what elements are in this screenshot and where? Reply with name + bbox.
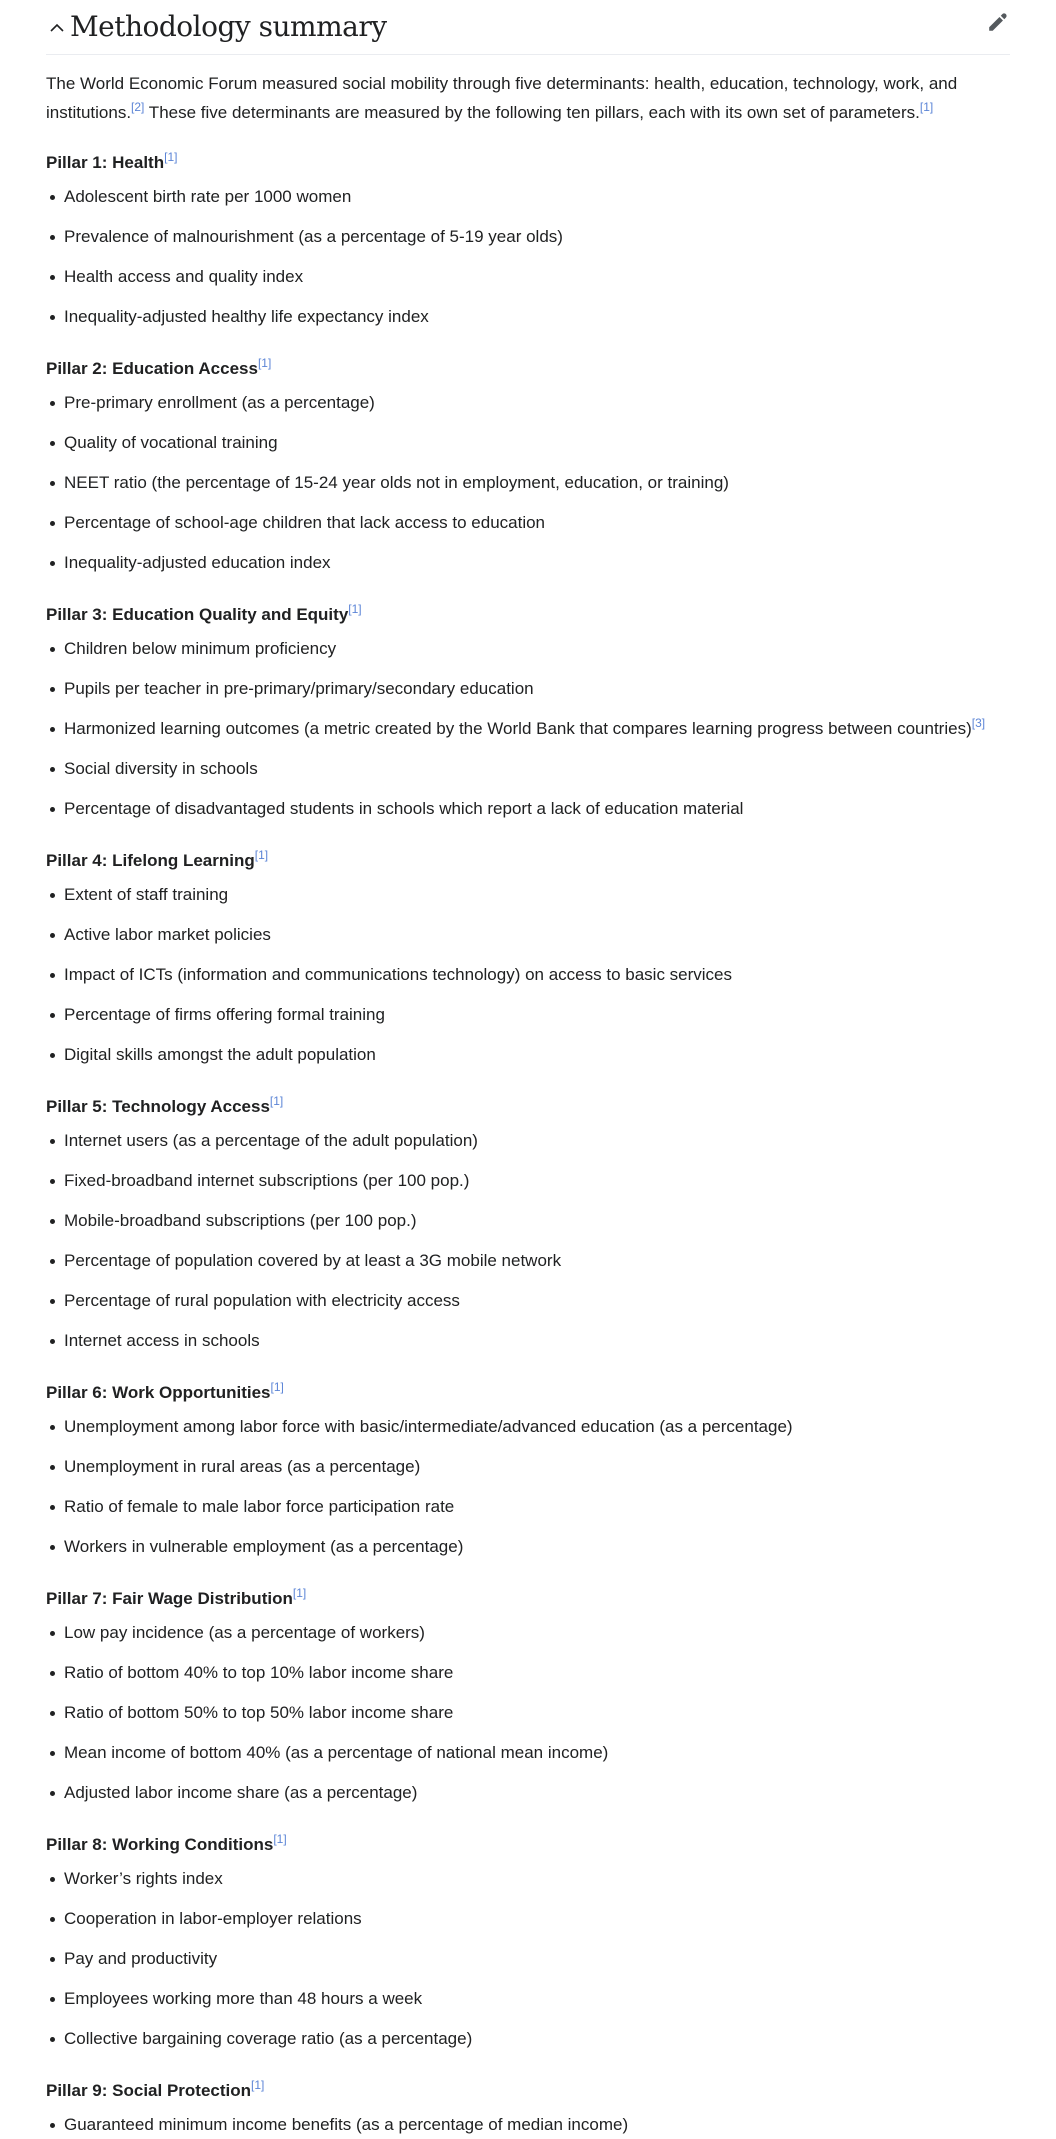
list-item-text: Pre-primary enrollment (as a percentage) <box>64 393 375 412</box>
list-item-text: Mean income of bottom 40% (as a percentage of national mean income) <box>64 1743 609 1762</box>
list-item-text: Employees working more than 48 hours a week <box>64 1989 423 2008</box>
citation-link[interactable]: [1] <box>270 1380 284 1395</box>
list-item-text: Unemployment among labor force with basic/intermediate/advanced education (as a percentage) <box>64 1417 793 1436</box>
pillar-heading <box>46 835 1010 877</box>
list-item-text: Harmonized learning outcomes (a metric created by the World Bank that compares learning progress between countries) <box>64 719 972 738</box>
list-item-text: Low pay incidence (as a percentage of workers) <box>64 1623 425 1642</box>
list-item <box>46 1493 1010 1521</box>
list-item <box>46 1453 1010 1481</box>
pillar-title: Pillar 2: Education Access <box>46 359 258 378</box>
list-item <box>46 1779 1010 1807</box>
list-item-text: Cooperation in labor-employer relations <box>64 1909 362 1928</box>
list-item-text: Guaranteed minimum income benefits (as a percentage of median income) <box>64 2115 629 2134</box>
list-item-text: Internet access in schools <box>64 1331 260 1350</box>
list-item <box>46 1985 1010 2013</box>
list-item-text: Adolescent birth rate per 1000 women <box>64 187 352 206</box>
pillar-heading <box>46 2065 1010 2107</box>
list-item <box>46 389 1010 417</box>
list-item <box>46 1865 1010 1893</box>
citation-link[interactable]: [1] <box>919 100 934 115</box>
list-item <box>46 715 1010 743</box>
list-item-text: Adjusted labor income share (as a percentage) <box>64 1783 418 1802</box>
list-item <box>46 1945 1010 1973</box>
intro-paragraph <box>46 69 1010 127</box>
pillar-title: Pillar 6: Work Opportunities <box>46 1383 271 1402</box>
citation-link[interactable]: [1] <box>292 1586 307 1601</box>
list-item-text: Percentage of rural population with electricity access <box>64 1291 460 1310</box>
list-item <box>46 1207 1010 1235</box>
list-item-text: Digital skills amongst the adult population <box>64 1045 376 1064</box>
list-item-text: Pay and productivity <box>64 1949 218 1968</box>
parameter-list <box>46 1865 1010 2053</box>
pillars-list <box>46 137 1010 2139</box>
pillar-heading <box>46 1819 1010 1861</box>
pillar-title: Pillar 1: Health <box>46 153 165 172</box>
list-item <box>46 1905 1010 1933</box>
list-item <box>46 2111 1010 2139</box>
section-heading <box>46 0 1010 55</box>
list-item <box>46 549 1010 577</box>
list-item-text: Quality of vocational training <box>64 433 278 452</box>
list-item <box>46 1699 1010 1727</box>
list-item-text: Unemployment in rural areas (as a percentage) <box>64 1457 421 1476</box>
citation-link[interactable]: [1] <box>273 1832 287 1847</box>
parameter-list <box>46 1413 1010 1561</box>
list-item-text: Workers in vulnerable employment (as a percentage) <box>64 1537 464 1556</box>
list-item-text: Pupils per teacher in pre-primary/primary/secondary education <box>64 679 534 698</box>
pillar-heading <box>46 1573 1010 1615</box>
pillar-title: Pillar 8: Working Conditions <box>46 1835 274 1854</box>
list-item <box>46 1001 1010 1029</box>
pillar-heading <box>46 1081 1010 1123</box>
list-item <box>46 429 1010 457</box>
pillar-title: Pillar 3: Education Quality and Equity <box>46 605 349 624</box>
list-item <box>46 1167 1010 1195</box>
intro-text-2: These five determinants are measured by the following ten pillars, each with its own set of parameters. <box>144 103 920 122</box>
list-item-text: Percentage of population covered by at least a 3G mobile network <box>64 1251 562 1270</box>
list-item <box>46 303 1010 331</box>
methodology-section <box>46 0 1010 2139</box>
citation-link[interactable]: [1] <box>164 150 178 165</box>
pillar-title: Pillar 7: Fair Wage Distribution <box>46 1589 293 1608</box>
chevron-up-icon[interactable] <box>46 17 68 39</box>
list-item-text: Extent of staff training <box>64 885 229 904</box>
list-item <box>46 469 1010 497</box>
citation-link[interactable]: [1] <box>348 602 362 617</box>
list-item-text: Fixed-broadband internet subscriptions (per 100 pop.) <box>64 1171 470 1190</box>
list-item-text: Mobile-broadband subscriptions (per 100 pop.) <box>64 1211 417 1230</box>
list-item-text: Inequality-adjusted education index <box>64 553 331 572</box>
list-item-text: Children below minimum proficiency <box>64 639 337 658</box>
list-item-text: Inequality-adjusted healthy life expectancy index <box>64 307 429 326</box>
list-item <box>46 881 1010 909</box>
list-item <box>46 223 1010 251</box>
list-item <box>46 509 1010 537</box>
parameter-list <box>46 389 1010 577</box>
list-item <box>46 263 1010 291</box>
list-item-text: Ratio of female to male labor force participation rate <box>64 1497 455 1516</box>
intro-text-1: The World Economic Forum measured social mobility through five determinants: health, education, technology, work, and institutions. <box>46 74 958 122</box>
list-item <box>46 2025 1010 2053</box>
list-item <box>46 1659 1010 1687</box>
citation-link[interactable]: [2] <box>131 100 145 115</box>
list-item-text: Worker’s rights index <box>64 1869 223 1888</box>
list-item <box>46 921 1010 949</box>
list-item-text: Health access and quality index <box>64 267 304 286</box>
citation-link[interactable]: [3] <box>971 716 986 731</box>
pillar-title: Pillar 9: Social Protection <box>46 2081 252 2100</box>
pillar-title: Pillar 4: Lifelong Learning <box>46 851 255 870</box>
list-item <box>46 795 1010 823</box>
list-item <box>46 1247 1010 1275</box>
list-item <box>46 961 1010 989</box>
parameter-list <box>46 2111 1010 2139</box>
citation-link[interactable]: [1] <box>251 2078 265 2093</box>
list-item <box>46 755 1010 783</box>
list-item <box>46 1413 1010 1441</box>
list-item <box>46 635 1010 663</box>
list-item-text: Percentage of school-age children that lack access to education <box>64 513 546 532</box>
pillar-heading <box>46 137 1010 179</box>
pencil-icon[interactable] <box>984 10 1010 36</box>
list-item <box>46 1287 1010 1315</box>
citation-link[interactable]: [1] <box>257 356 272 371</box>
pillar-heading <box>46 589 1010 631</box>
section-title: Methodology summary <box>70 10 387 43</box>
list-item <box>46 1327 1010 1355</box>
pillar-heading <box>46 1367 1010 1409</box>
list-item-text: NEET ratio (the percentage of 15-24 year olds not in employment, education, or training) <box>64 473 729 492</box>
list-item <box>46 1739 1010 1767</box>
list-item <box>46 675 1010 703</box>
list-item-text: Collective bargaining coverage ratio (as a percentage) <box>64 2029 473 2048</box>
list-item <box>46 1041 1010 1069</box>
parameter-list <box>46 881 1010 1069</box>
pillar-title: Pillar 5: Technology Access <box>46 1097 270 1116</box>
list-item-text: Active labor market policies <box>64 925 271 944</box>
list-item-text: Percentage of disadvantaged students in schools which report a lack of education material <box>64 799 744 818</box>
citation-link[interactable]: [1] <box>254 848 269 863</box>
list-item-text: Percentage of firms offering formal training <box>64 1005 385 1024</box>
parameter-list <box>46 1127 1010 1355</box>
list-item-text: Social diversity in schools <box>64 759 258 778</box>
list-item <box>46 1127 1010 1155</box>
list-item-text: Impact of ICTs (information and communications technology) on access to basic services <box>64 965 733 984</box>
citation-link[interactable]: [1] <box>269 1094 284 1109</box>
parameter-list <box>46 183 1010 331</box>
list-item-text: Ratio of bottom 40% to top 10% labor income share <box>64 1663 454 1682</box>
pillar-heading <box>46 343 1010 385</box>
list-item <box>46 1619 1010 1647</box>
list-item <box>46 1533 1010 1561</box>
list-item-text: Ratio of bottom 50% to top 50% labor income share <box>64 1703 454 1722</box>
list-item-text: Internet users (as a percentage of the adult population) <box>64 1131 478 1150</box>
list-item-text: Prevalence of malnourishment (as a percentage of 5-19 year olds) <box>64 227 563 246</box>
parameter-list <box>46 1619 1010 1807</box>
list-item <box>46 183 1010 211</box>
parameter-list <box>46 635 1010 823</box>
